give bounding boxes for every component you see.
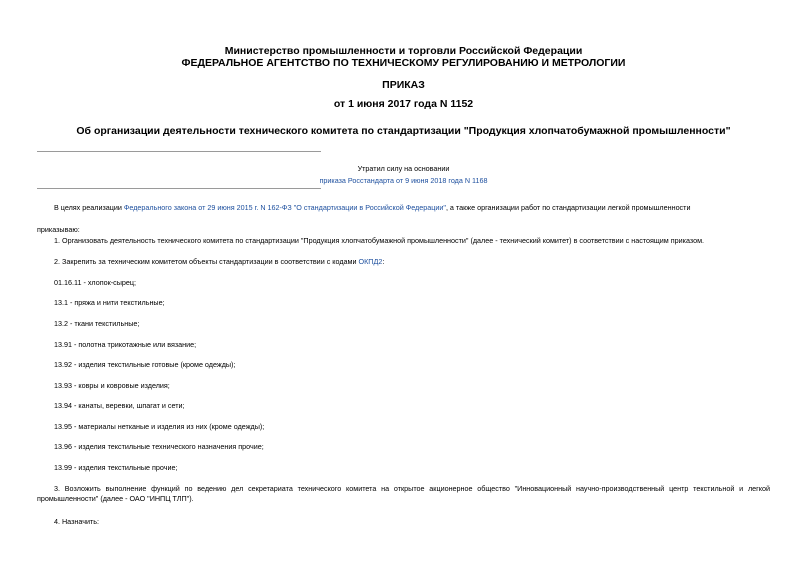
repeal-order-link[interactable]: приказа Росстандарта от 9 июня 2018 года N 1168 [319,176,488,185]
divider-bottom [37,188,321,189]
status-note-text: Утратил силу на основании [357,164,450,173]
item-1: 1. Организовать деятельность технического комитета по стандартизации "Продукция хлопчатобумажной промышленности" (далее - технический комитет) в соответствии с настоящим приказом. [54,236,705,245]
issuing-ministry: Министерство промышленности и торговли Российской Федерации [224,45,583,57]
divider-top [37,151,321,152]
issuing-agency: ФЕДЕРАЛЬНОЕ АГЕНТСТВО ПО ТЕХНИЧЕСКОМУ РЕГУЛИРОВАНИЮ И МЕТРОЛОГИИ [181,57,626,69]
item-2 [54,257,384,266]
code-item: 13.96 - изделия текстильные технического назначения прочие; [54,442,264,451]
code-item: 13.1 - пряжа и нити текстильные; [54,298,165,307]
code-item: 13.91 - полотна трикотажные или вязание; [54,340,197,349]
code-item: 13.95 - материалы нетканые и изделия из них (кроме одежды); [54,422,265,431]
okpd2-link[interactable]: ОКПД2 [358,257,383,266]
decree-word: приказываю: [37,225,80,234]
code-item: 13.93 - ковры и ковровые изделия; [54,381,170,390]
preamble-suffix: , а также организации работ по стандартизации легкой промышленности [445,203,691,212]
preamble-paragraph [54,203,690,212]
item-2-prefix: 2. Закрепить за техническим комитетом объекты стандартизации в соответствии с кодами [54,257,359,266]
code-item: 13.99 - изделия текстильные прочие; [54,463,178,472]
status-note-line [0,176,807,185]
item-3: 3. Возложить выполнение функций по ведению дел секретариата технического комитета на открытое акционерное общество "Инновационный научно-производственный центр текстильной и легкой промышленности" (далее - ОАО "ИНПЦ ТЛП"). [37,484,770,503]
federal-law-link[interactable]: Федерального закона от 29 июня 2015 г. N 162-ФЗ "О стандартизации в Российской Федерации" [123,203,446,212]
code-item: 13.92 - изделия текстильные готовые (кроме одежды); [54,360,236,369]
item-2-suffix: : [382,257,385,266]
document-subject: Об организации деятельности технического комитета по стандартизации "Продукция хлопчатобумажной промышленности" [76,125,731,137]
document-date: от 1 июня 2017 года N 1152 [333,98,474,110]
item-4: 4. Назначить: [54,517,99,526]
code-item: 13.2 - ткани текстильные; [54,319,140,328]
code-item: 01.16.11 - хлопок-сырец; [54,278,136,287]
document-type: ПРИКАЗ [382,79,425,91]
code-item: 13.94 - канаты, веревки, шпагат и сети; [54,401,185,410]
preamble-prefix: В целях реализации [54,203,124,212]
